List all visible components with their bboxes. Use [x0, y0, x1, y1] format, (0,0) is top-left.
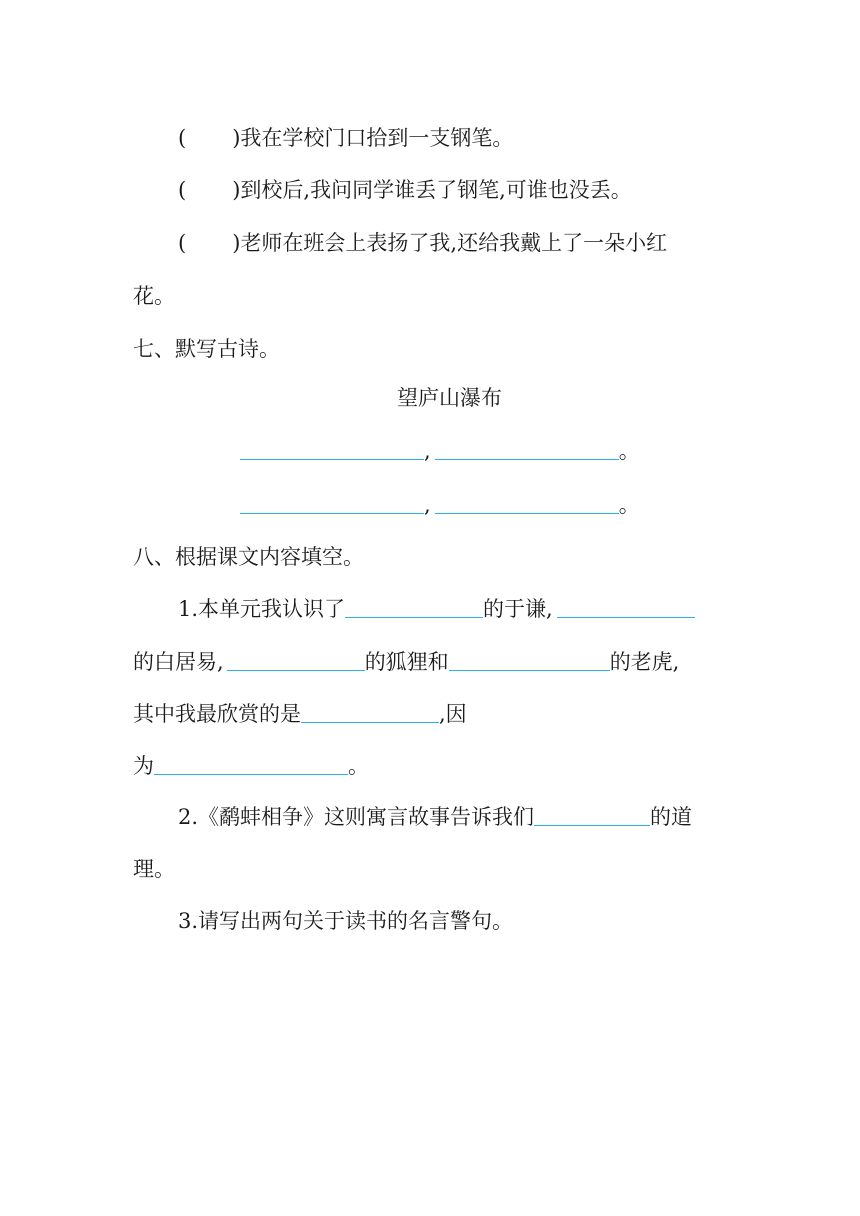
q3-line: 3.请写出两句关于读书的名言警句。	[178, 909, 514, 933]
fill-blank[interactable]	[449, 648, 610, 671]
q1-text: 的狐狸和	[364, 650, 449, 674]
sort-item-text: 老师在班会上表扬了我,还给我戴上了一朵小红	[240, 231, 668, 255]
q1-line-4	[133, 752, 369, 780]
paren-open: (	[178, 231, 187, 255]
sort-item-2	[178, 176, 632, 204]
period: 。	[618, 493, 640, 517]
poem-title: 望庐山瀑布	[397, 386, 502, 410]
fill-blank[interactable]	[301, 700, 439, 723]
q1-line-1	[178, 595, 695, 623]
paren-close: )	[232, 178, 241, 202]
poem-blank[interactable]	[435, 491, 619, 514]
section-heading-7: 七、默写古诗。	[133, 337, 280, 361]
sort-item-text: 我在学校门口拾到一支钢笔。	[240, 126, 514, 150]
poem-line-2	[240, 491, 640, 519]
period: 。	[618, 439, 640, 463]
q1-line-2	[133, 648, 679, 676]
paren-close: )	[232, 126, 241, 150]
q1-text: ,因	[439, 702, 467, 726]
fill-blank[interactable]	[227, 648, 365, 671]
q1-text: 为	[133, 754, 154, 778]
q2-line-2: 理。	[133, 857, 175, 881]
paren-close: )	[232, 231, 241, 255]
q1-text: 的白居易,	[133, 650, 224, 674]
q2-text: 2.《鹬蚌相争》这则寓言故事告诉我们	[178, 805, 535, 829]
poem-blank[interactable]	[240, 491, 424, 514]
sort-item-1	[178, 124, 513, 152]
fill-blank[interactable]	[154, 752, 348, 775]
q2-text: 的道	[650, 805, 693, 829]
comma: ,	[424, 439, 431, 463]
q1-line-3	[133, 700, 467, 728]
sort-item-3	[178, 229, 667, 257]
q1-text: 1.本单元我认识了	[178, 597, 346, 621]
comma: ,	[424, 493, 431, 517]
poem-blank[interactable]	[240, 437, 424, 460]
q1-text: 其中我最欣赏的是	[133, 702, 301, 726]
q1-text: 的老虎,	[609, 650, 680, 674]
poem-line-1	[240, 437, 640, 465]
q1-text: 。	[348, 754, 369, 778]
fill-blank[interactable]	[345, 595, 483, 618]
paren-open: (	[178, 178, 187, 202]
q1-text: 的于谦,	[483, 597, 553, 621]
section-heading-8: 八、根据课文内容填空。	[133, 545, 364, 569]
sort-item-text: 到校后,我问同学谁丢了钢笔,可谁也没丢。	[240, 178, 632, 202]
fill-blank[interactable]	[534, 803, 650, 826]
q2-line-1	[178, 803, 692, 831]
sort-item-3-continued: 花。	[133, 284, 175, 308]
fill-blank[interactable]	[557, 595, 695, 618]
paren-open: (	[178, 126, 187, 150]
poem-blank[interactable]	[435, 437, 619, 460]
